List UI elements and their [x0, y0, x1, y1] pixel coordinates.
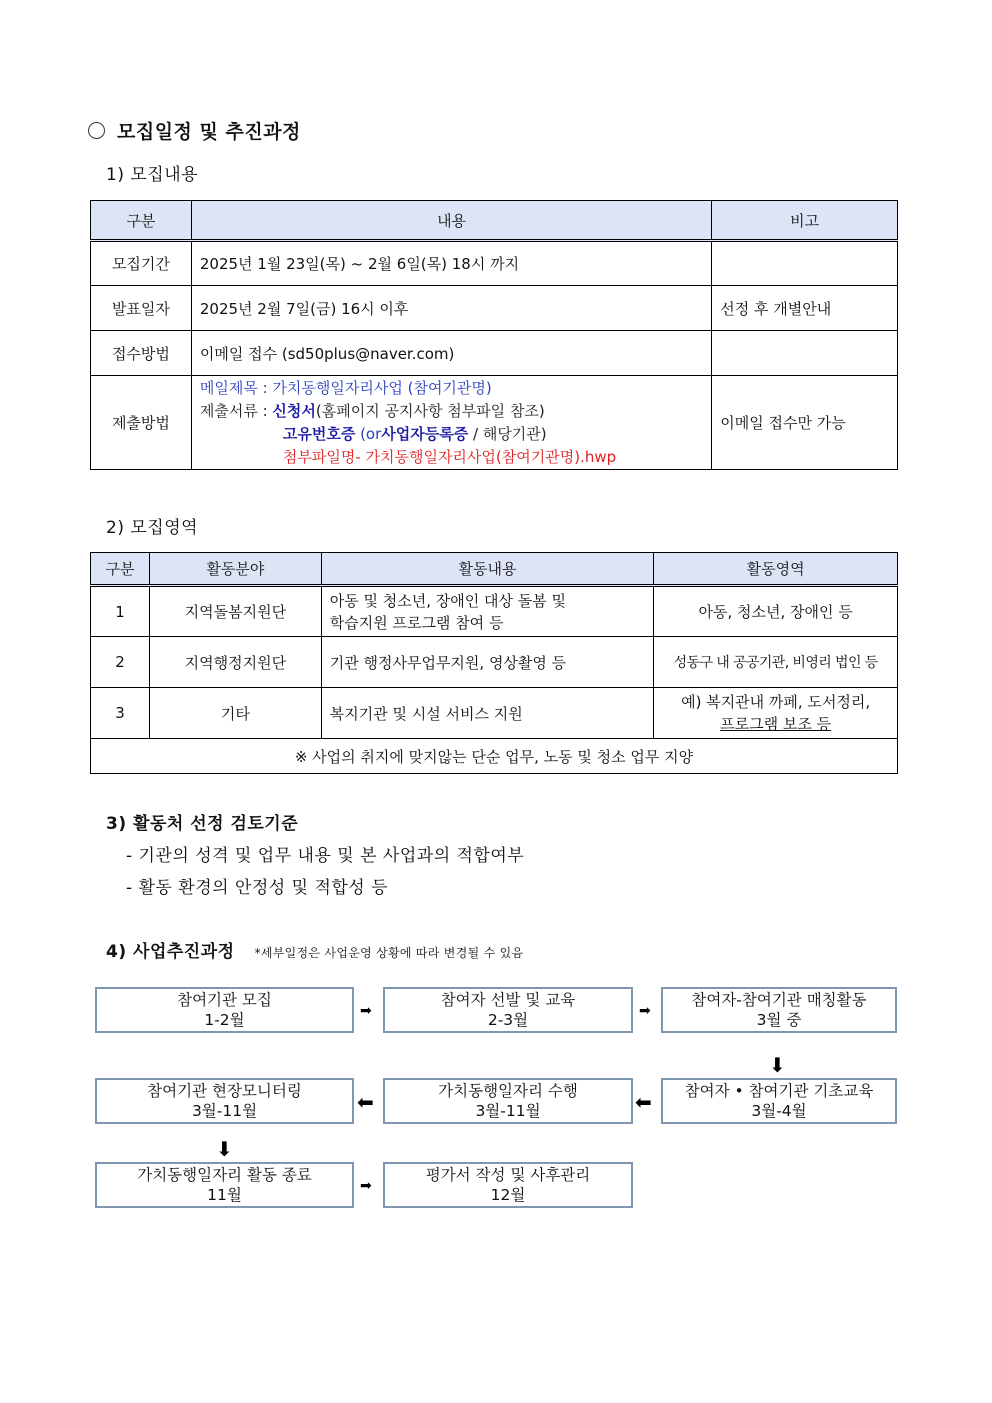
step-period: 3월-11월 [475, 1102, 541, 1120]
section-title-text: 모집일정 및 추진과정 [117, 121, 301, 143]
attachment-name-line: 첨부파일명- 가치동행일자리사업(참여기관명).hwp [282, 448, 617, 466]
table-row [91, 331, 898, 376]
step-period: 11월 [207, 1186, 242, 1204]
header-no: 구분 [91, 553, 150, 586]
table-row [91, 241, 898, 286]
step-period: 12월 [490, 1186, 526, 1204]
subsection-2-title: 2) 모집영역 [106, 518, 199, 538]
row-area: 성동구 내 공공기관, 비영리 법인 등 [654, 637, 898, 688]
row-content: 2025년 1월 23일(목) ~ 2월 6일(목) 18시 까지 [191, 241, 711, 286]
footnote: ※ 사업의 취지에 맞지않는 단순 업무, 노동 및 청소 업무 지양 [91, 739, 898, 774]
subsection-3-title: 3) 활동처 선정 검토기준 [106, 814, 299, 834]
header-content: 내용 [191, 201, 711, 241]
row-no: 2 [91, 637, 150, 688]
documents-label: 제출서류 : [199, 402, 273, 420]
table-row [91, 688, 898, 739]
criteria-item: - 활동 환경의 안정성 및 적합성 등 [126, 878, 389, 898]
row-label: 모집기간 [91, 241, 192, 286]
table-row [91, 637, 898, 688]
id-certificate: 고유번호증 [282, 425, 356, 443]
row-note [712, 241, 898, 286]
arrow-down-icon: ⬇ [216, 1137, 233, 1161]
flow-step-3 [661, 987, 897, 1033]
schedule-note: *세부일정은 사업운영 상황에 따라 변경될 수 있음 [254, 946, 524, 960]
row-area: 아동, 청소년, 장애인 등 [654, 586, 898, 637]
step-title: 참여자 선발 및 교육 [440, 991, 576, 1009]
row-field: 지역행정지원단 [149, 637, 321, 688]
header-field: 활동분야 [149, 553, 321, 586]
recruitment-areas-table [90, 552, 898, 774]
row-content: 2025년 2월 7일(금) 16시 이후 [191, 286, 711, 331]
activity-line: 아동 및 청소년, 장애인 대상 돌봄 및 [329, 591, 566, 610]
documents-line [200, 400, 703, 423]
activity-line: 학습지원 프로그램 참여 등 [329, 613, 504, 632]
row-note [712, 331, 898, 376]
recruitment-details-table [90, 200, 898, 470]
row-no: 1 [91, 586, 150, 637]
row-activity: 기관 행정사무업무지원, 영상촬영 등 [321, 637, 654, 688]
or-text: (or [355, 425, 382, 443]
step-title: 평가서 작성 및 사후관리 [425, 1166, 591, 1184]
row-area [654, 688, 898, 739]
row-activity: 복지기관 및 시설 서비스 지원 [321, 688, 654, 739]
flow-step-2 [383, 987, 633, 1033]
subsection-1-title: 1) 모집내용 [106, 165, 199, 185]
mail-subject-value: 가치동행일자리사업 (참여기관명) [272, 379, 492, 397]
row-activity [321, 586, 654, 637]
step-period: 1-2월 [204, 1011, 245, 1029]
step-title: 참여기관 현장모니터링 [147, 1082, 302, 1100]
row-label: 접수방법 [91, 331, 192, 376]
subsection-4-title-text: 4) 사업추진과정 [106, 942, 235, 962]
row-label: 제출방법 [91, 376, 192, 470]
header-category: 구분 [91, 201, 192, 241]
step-title: 참여자 • 참여기관 기초교육 [684, 1082, 874, 1100]
criteria-item: - 기관의 성격 및 업무 내용 및 본 사업과의 적합여부 [126, 846, 525, 866]
flow-step-8 [383, 1162, 633, 1208]
step-title: 참여자-참여기관 매칭활동 [691, 991, 867, 1009]
flow-step-5 [383, 1078, 633, 1124]
arrow-left-icon: ⬅ [635, 1090, 652, 1114]
header-area: 활동영역 [654, 553, 898, 586]
area-line: 예) 복지관내 까페, 도서정리, [681, 693, 871, 711]
circle-bullet-icon [88, 122, 105, 139]
table-row [91, 586, 898, 637]
step-period: 2-3월 [487, 1011, 529, 1029]
table-row [91, 286, 898, 331]
row-content-email: 이메일 접수 (sd50plus@naver.com) [191, 331, 711, 376]
documents-tail: / 해당기관) [468, 425, 547, 443]
subsection-4-title [106, 937, 523, 962]
business-registration: 사업자등록증 [381, 425, 469, 443]
flow-step-6 [95, 1078, 354, 1124]
arrow-left-icon: ⬅ [357, 1090, 374, 1114]
application-form: 신청서 [272, 402, 316, 420]
row-field: 기타 [149, 688, 321, 739]
arrow-down-icon: ⬇ [769, 1053, 786, 1077]
row-field: 지역돌봄지원단 [149, 586, 321, 637]
step-title: 참여기관 모집 [177, 991, 272, 1009]
mail-subject-label: 메일제목 : [199, 379, 273, 397]
row-label: 발표일자 [91, 286, 192, 331]
flow-step-4 [661, 1078, 897, 1124]
arrow-right-icon: ➡ [360, 1178, 372, 1194]
application-form-note: (홈페이지 공지사항 첨부파일 참조) [315, 402, 545, 420]
table-footnote-row [91, 739, 898, 774]
submission-method-content [191, 376, 711, 470]
arrow-right-icon: ➡ [360, 1003, 372, 1019]
row-note: 선정 후 개별안내 [712, 286, 898, 331]
arrow-right-icon: ➡ [639, 1003, 651, 1019]
flow-step-7 [95, 1162, 354, 1208]
step-title: 가치동행일자리 수행 [438, 1082, 578, 1100]
table-row [91, 376, 898, 470]
area-line: 프로그램 보조 등 [720, 715, 832, 733]
row-no: 3 [91, 688, 150, 739]
mail-subject-line [200, 377, 703, 400]
step-period: 3월-4월 [751, 1102, 807, 1120]
step-title: 가치동행일자리 활동 종료 [137, 1166, 312, 1184]
documents-line-2 [200, 423, 703, 446]
step-period: 3월 중 [756, 1011, 802, 1029]
step-period: 3월-11월 [191, 1102, 258, 1120]
header-remarks: 비고 [712, 201, 898, 241]
section-title [88, 117, 301, 144]
header-activity: 활동내용 [321, 553, 654, 586]
flow-step-1 [95, 987, 354, 1033]
row-note: 이메일 접수만 가능 [712, 376, 898, 470]
